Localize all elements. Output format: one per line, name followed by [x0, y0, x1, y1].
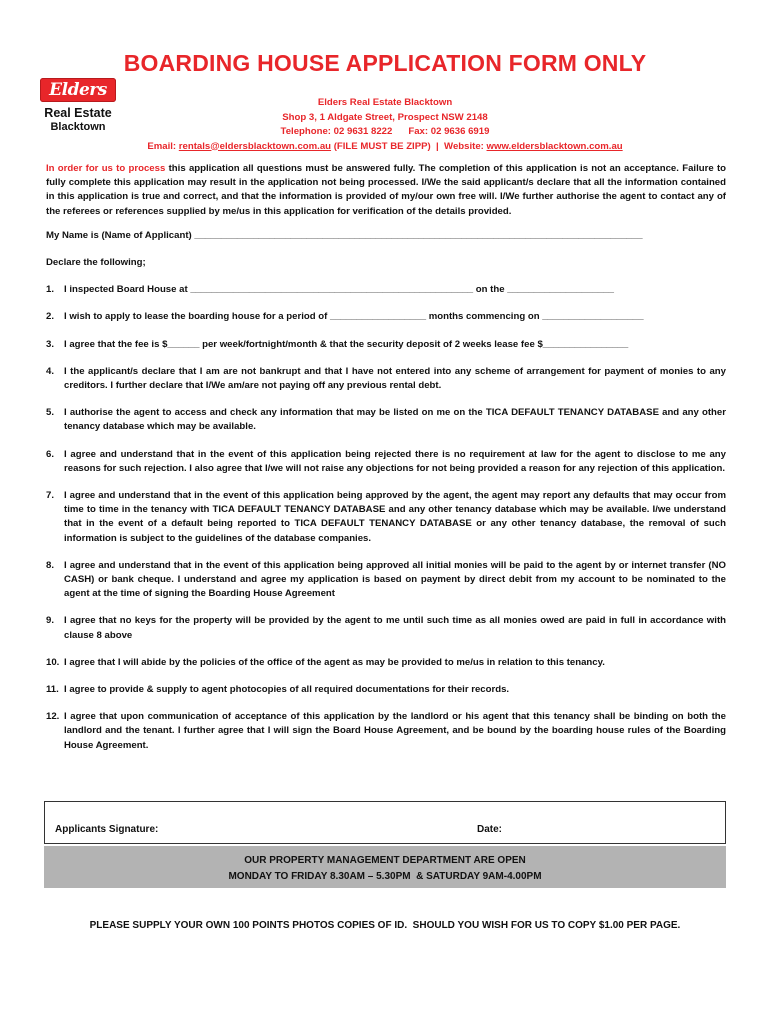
- intro-lead: In order for us to process: [46, 163, 166, 174]
- email-label: Email:: [147, 140, 179, 152]
- website-link[interactable]: www.eldersblacktown.com.au: [486, 140, 623, 152]
- clause-number: 12.: [46, 711, 60, 723]
- clause-number: 1.: [46, 284, 55, 296]
- clause-number: 6.: [46, 448, 55, 460]
- email-link[interactable]: rentals@eldersblacktown.com.au: [178, 140, 332, 152]
- intro-body: this application all questions must be answered fully. The completion of this application is not an acceptance. Failure to fully complete this application may result in the application not being processed. I/We the said applicant/s declare that all the information contained in this application is true and correct, and that the information is provided of my/our own free will. I/We further authorise the agent to contact any of the referees or references supplied by me/us in this application for verification of the details provided.: [46, 163, 727, 217]
- elders-logo-badge: [40, 78, 116, 102]
- clause-text: I agree and understand that in the event of this application being approved by the agent, the agent may report any defaults that may occur from time to time in the tenancy with TICA DEFAULT TENANCY DATABASE and any other tenancy database which may be available. I/we understand that in the event of a default being reported to TICA DEFAULT TENANCY DATABASE or any other tenancy database, the removal of such information is subject to the guidelines of the database companies.: [64, 490, 726, 544]
- clause-text: I agree that no keys for the property will be provided by the agent to me until such time as all monies owed are paid in full in accordance with clause 8 above: [64, 615, 726, 641]
- office-hours-banner: [44, 846, 726, 888]
- clause-number: 2.: [46, 311, 55, 323]
- id-copies-note: PLEASE SUPPLY YOUR OWN 100 POINTS PHOTOS COPIES OF ID. SHOULD YOU WISH FOR US TO COPY $1.00 PER PAGE.: [89, 920, 681, 931]
- email-website-line: [80, 140, 690, 155]
- clause-number: 10.: [46, 656, 60, 668]
- office-name: Elders Real Estate Blacktown: [317, 97, 453, 108]
- elders-logo: [34, 78, 122, 133]
- clause-text: I authorise the agent to access and check any information that may be listed on me on the TICA DEFAULT TENANCY DATABASE and any other tenancy database which may be available.: [64, 407, 726, 433]
- clause-number: 3.: [46, 338, 55, 350]
- clause-text: I inspected Board House at _____________________________________________________ on the ____________________: [64, 284, 614, 296]
- form-body: [46, 162, 726, 766]
- signature-box[interactable]: [44, 801, 726, 844]
- applicant-signature-label: Applicants Signature:: [55, 824, 159, 835]
- clause-number: 5.: [46, 407, 55, 419]
- logo-line-blacktown: Blacktown: [50, 121, 106, 133]
- office-contact-block: [120, 96, 650, 154]
- clause-number: 11.: [46, 684, 59, 696]
- page-title: BOARDING HOUSE APPLICATION FORM ONLY: [123, 50, 647, 76]
- signature-date-label: Date:: [477, 824, 503, 835]
- office-hours-line1: OUR PROPERTY MANAGEMENT DEPARTMENT ARE OPEN: [244, 855, 526, 866]
- clause-11: [46, 683, 726, 697]
- intro-paragraph: [46, 162, 726, 219]
- email-note: (FILE MUST BE ZIPP) | Website:: [331, 140, 487, 152]
- clause-6: [46, 448, 726, 476]
- applicant-name-line[interactable]: My Name is (Name of Applicant) ____________________________________________________________________________________: [46, 229, 643, 241]
- clause-text: I agree that I will abide by the policies of the office of the agent as may be provided to me/us in relation to this tenancy.: [64, 656, 605, 668]
- clause-4: [46, 365, 726, 393]
- logo-wordmark: Elders: [49, 80, 107, 100]
- declare-heading: Declare the following;: [46, 257, 146, 269]
- clause-number: 9.: [46, 615, 55, 627]
- clause-12: [46, 710, 726, 753]
- clause-text: I agree that upon communication of acceptance of this application by the landlord or his agent that this tenancy shall be binding on both the landlord and the tenant. I further agree that I will sign the Board House Agreement, and be bound by the boarding house rules of the Boarding House Agreement.: [64, 711, 726, 751]
- clause-text: I agree and understand that in the event of this application being approved all initial monies will be paid to the agent by or internet transfer (NO CASH) or bank cheque. I understand and agree my application is based on payment by direct debit from my account to be nominated to the agent at the time of signing the Boarding House Agreement: [64, 559, 726, 600]
- clause-number: 4.: [46, 365, 55, 377]
- office-hours-line2: MONDAY TO FRIDAY 8.30AM – 5.30PM & SATURDAY 9AM-4.00PM: [228, 871, 542, 882]
- clause-3[interactable]: [46, 338, 726, 352]
- clause-9: [46, 614, 726, 642]
- clause-number: 7.: [46, 490, 55, 502]
- office-phone-fax: Telephone: 02 9631 8222 Fax: 02 9636 6919: [280, 126, 490, 137]
- clause-5: [46, 406, 726, 434]
- clause-text: I agree to provide & supply to agent photocopies of all required documentations for their records.: [64, 684, 510, 696]
- clause-2[interactable]: [46, 310, 726, 324]
- office-address: Shop 3, 1 Aldgate Street, Prospect NSW 2148: [282, 111, 488, 123]
- clause-number: 8.: [46, 559, 55, 571]
- clause-10: [46, 656, 726, 670]
- clause-text: I agree and understand that in the event of this application being rejected there is no requirement at law for the agent to disclose to me any reasons for such rejection. I also agree that I/we will not raise any objections for not being provided a reason for any rejection of this application.: [64, 448, 726, 474]
- clause-text: I wish to apply to lease the boarding house for a period of __________________ months commencing on ___________________: [64, 311, 644, 323]
- clause-text: I the applicant/s declare that I am are not bankrupt and that I have not entered into any scheme of arrangement for payment of monies to any creditors. I further declare that I/We am/are not paying off any previous rental debt.: [64, 365, 726, 392]
- clause-8: [46, 559, 726, 602]
- logo-line-real-estate: Real Estate: [44, 106, 112, 120]
- clause-1[interactable]: [46, 283, 726, 297]
- clause-text: I agree that the fee is $______ per week/fortnight/month & that the security deposit of 2 weeks lease fee $________________: [64, 338, 629, 350]
- clause-7: [46, 489, 726, 546]
